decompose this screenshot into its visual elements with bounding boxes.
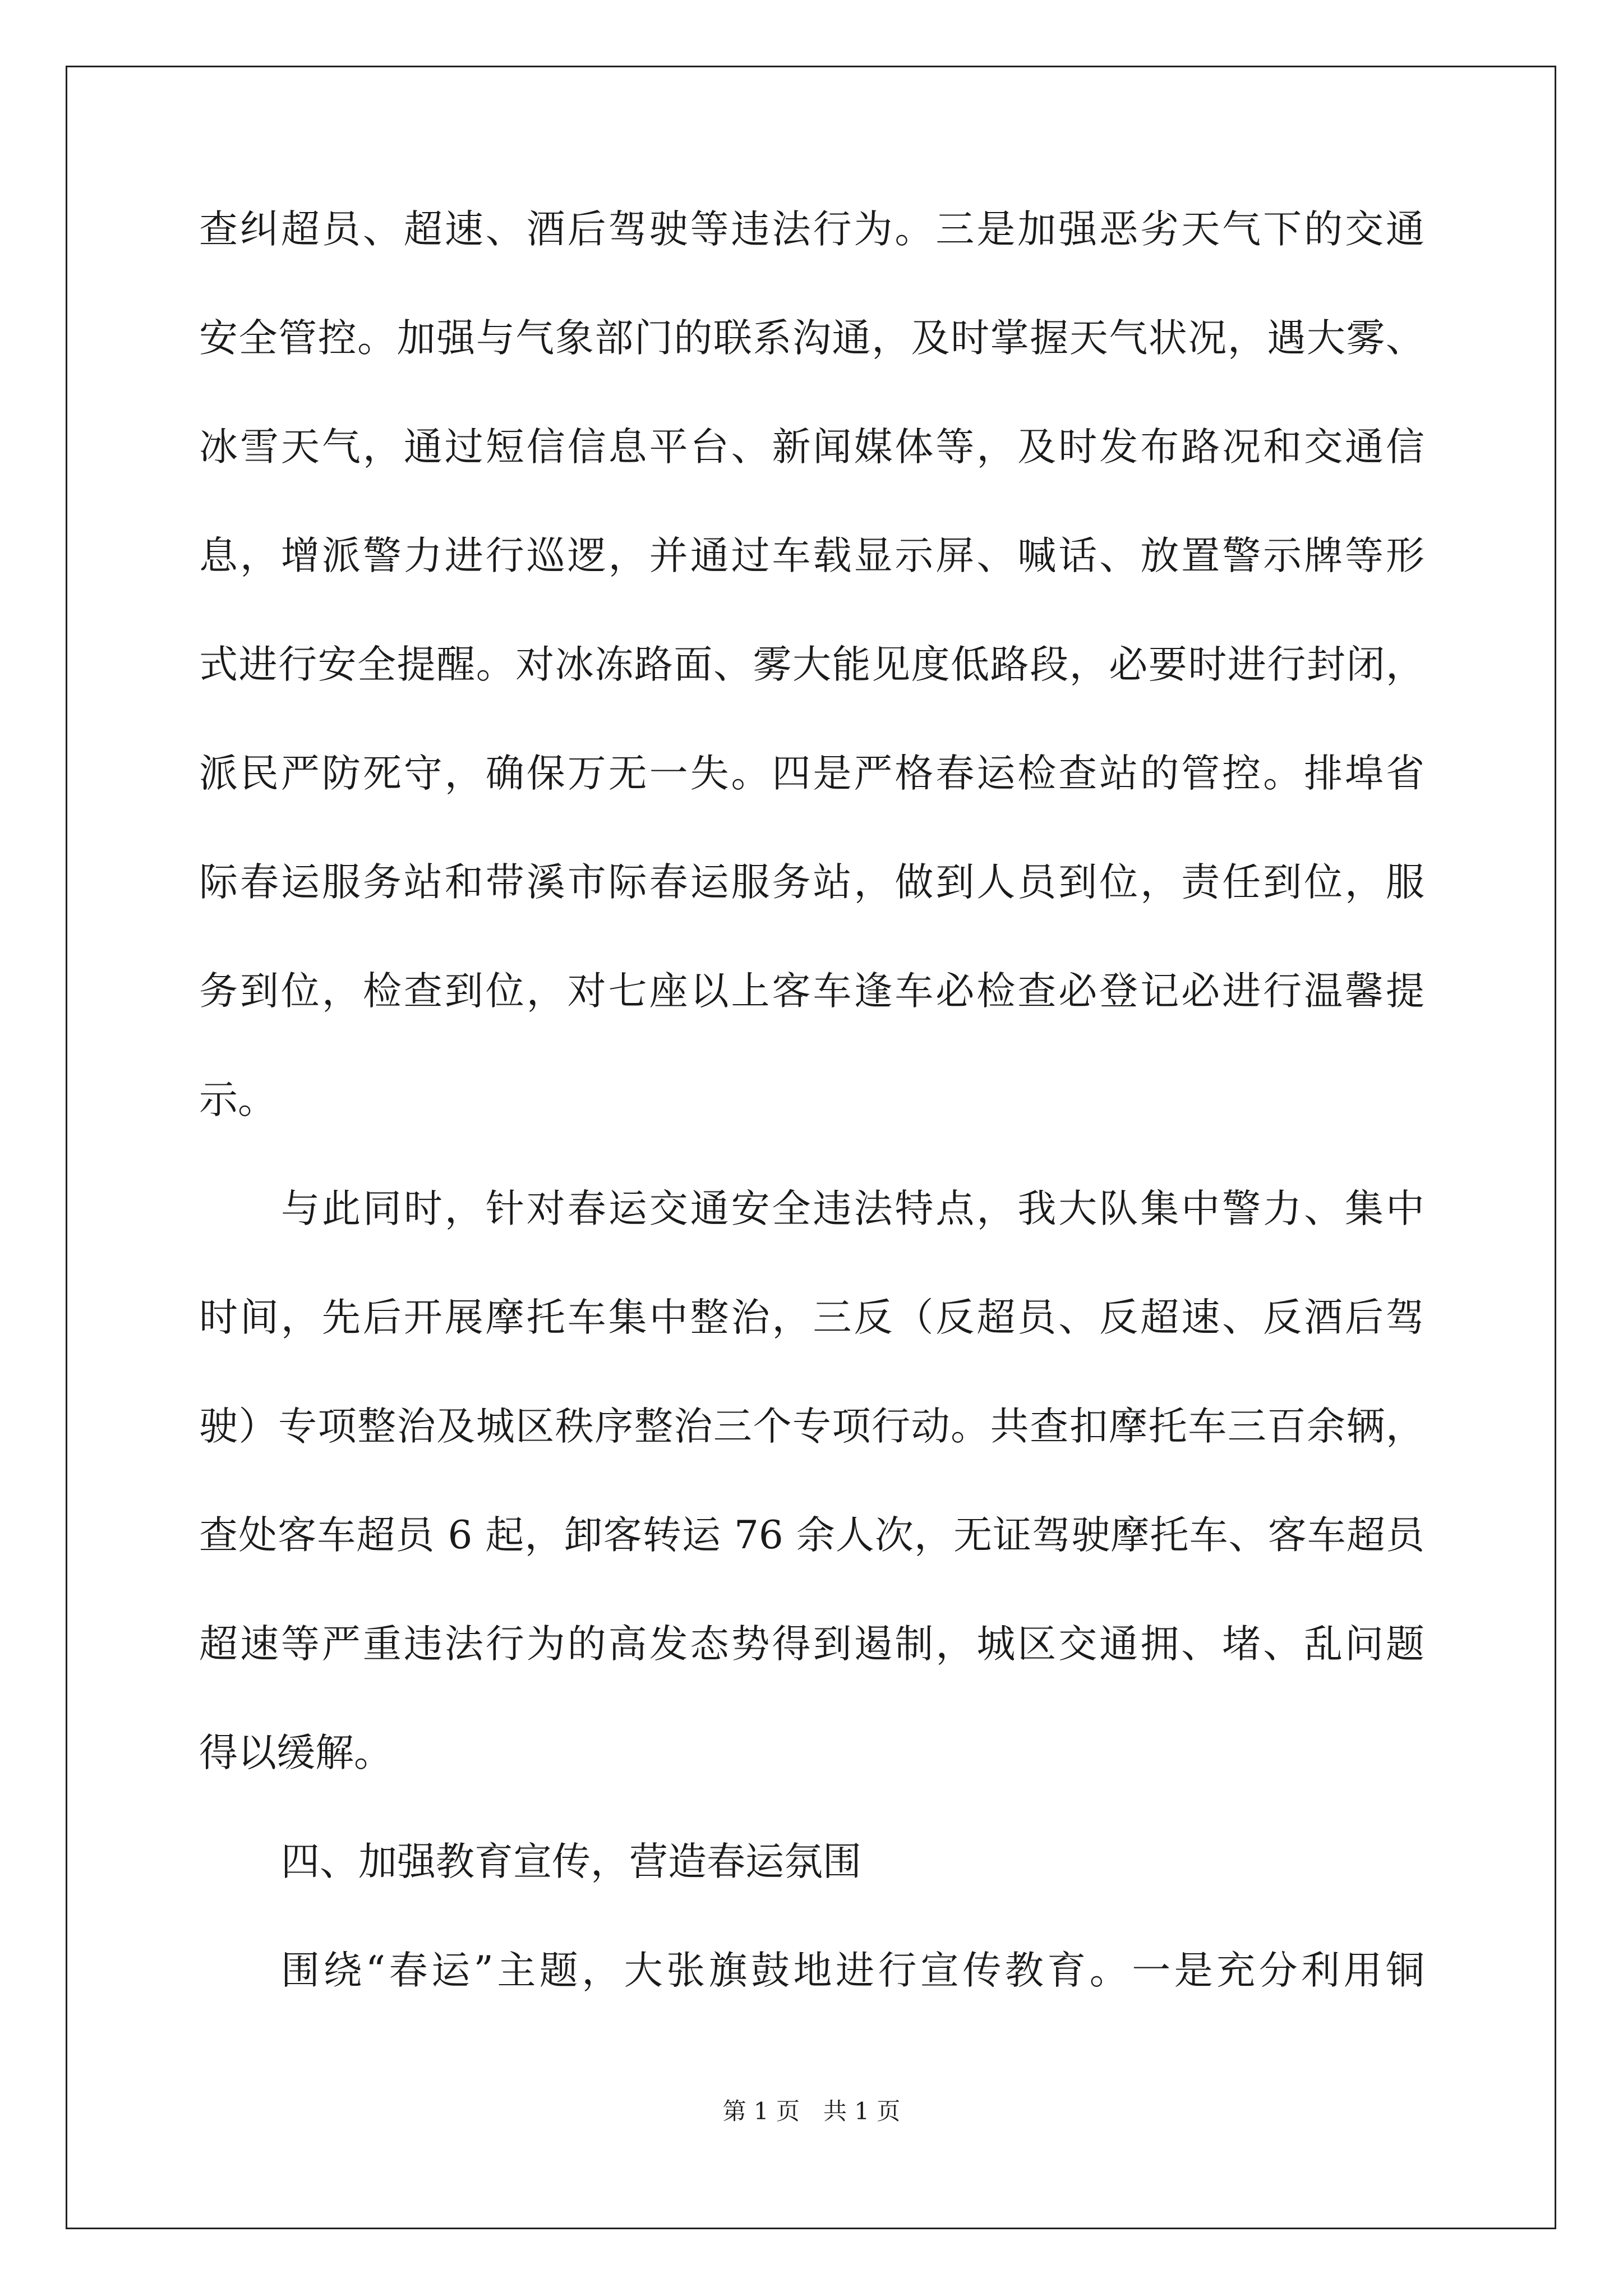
text-line: 务到位，检查到位，对七座以上客车逢车必检查必登记必进行温馨提 [199, 969, 1424, 1014]
section-heading: 四、加强教育宣传，营造春运氛围 [281, 1839, 861, 1884]
text-line: 驶）专项整治及城区秩序整治三个专项行动。共查扣摩托车三百余辆， [199, 1404, 1424, 1449]
text-line: 安全管控。加强与气象部门的联系沟通，及时掌握天气状况，遇大雾、 [199, 316, 1424, 361]
total-pages: 共 1 页 [823, 2097, 901, 2125]
text-line: 式进行安全提醒。对冰冻路面、雾大能见度低路段，必要时进行封闭， [199, 642, 1424, 687]
text-line: 时间，先后开展摩托车集中整治，三反（反超员、反超速、反酒后驾 [199, 1295, 1424, 1340]
paragraph-first-line: 与此同时，针对春运交通安全违法特点，我大队集中警力、集中 [281, 1186, 1424, 1231]
text-line: 际春运服务站和带溪市际春运服务站，做到人员到位，责任到位，服 [199, 860, 1424, 905]
text-line: 超速等严重违法行为的高发态势得到遏制，城区交通拥、堵、乱问题 [199, 1622, 1424, 1667]
text-line: 息，增派警力进行巡逻，并通过车载显示屏、喊话、放置警示牌等形 [199, 533, 1424, 578]
text-line: 示。 [199, 1078, 276, 1122]
paragraph-first-line: 围绕“春运”主题，大张旗鼓地进行宣传教育。一是充分利用铜 [281, 1948, 1424, 1993]
text-line: 得以缓解。 [199, 1731, 393, 1775]
text-line: 查纠超员、超速、酒后驾驶等违法行为。三是加强恶劣天气下的交通 [199, 207, 1424, 252]
page-number: 第 1 页 [722, 2097, 800, 2125]
page-border [66, 66, 1556, 2229]
text-line: 查处客车超员 6 起，卸客转运 76 余人次，无证驾驶摩托车、客车超员 [199, 1513, 1424, 1558]
text-line: 冰雪天气，通过短信信息平台、新闻媒体等，及时发布路况和交通信 [199, 425, 1424, 470]
page-footer [0, 2097, 1623, 2125]
text-line: 派民严防死守，确保万无一失。四是严格春运检查站的管控。排埠省 [199, 751, 1424, 796]
